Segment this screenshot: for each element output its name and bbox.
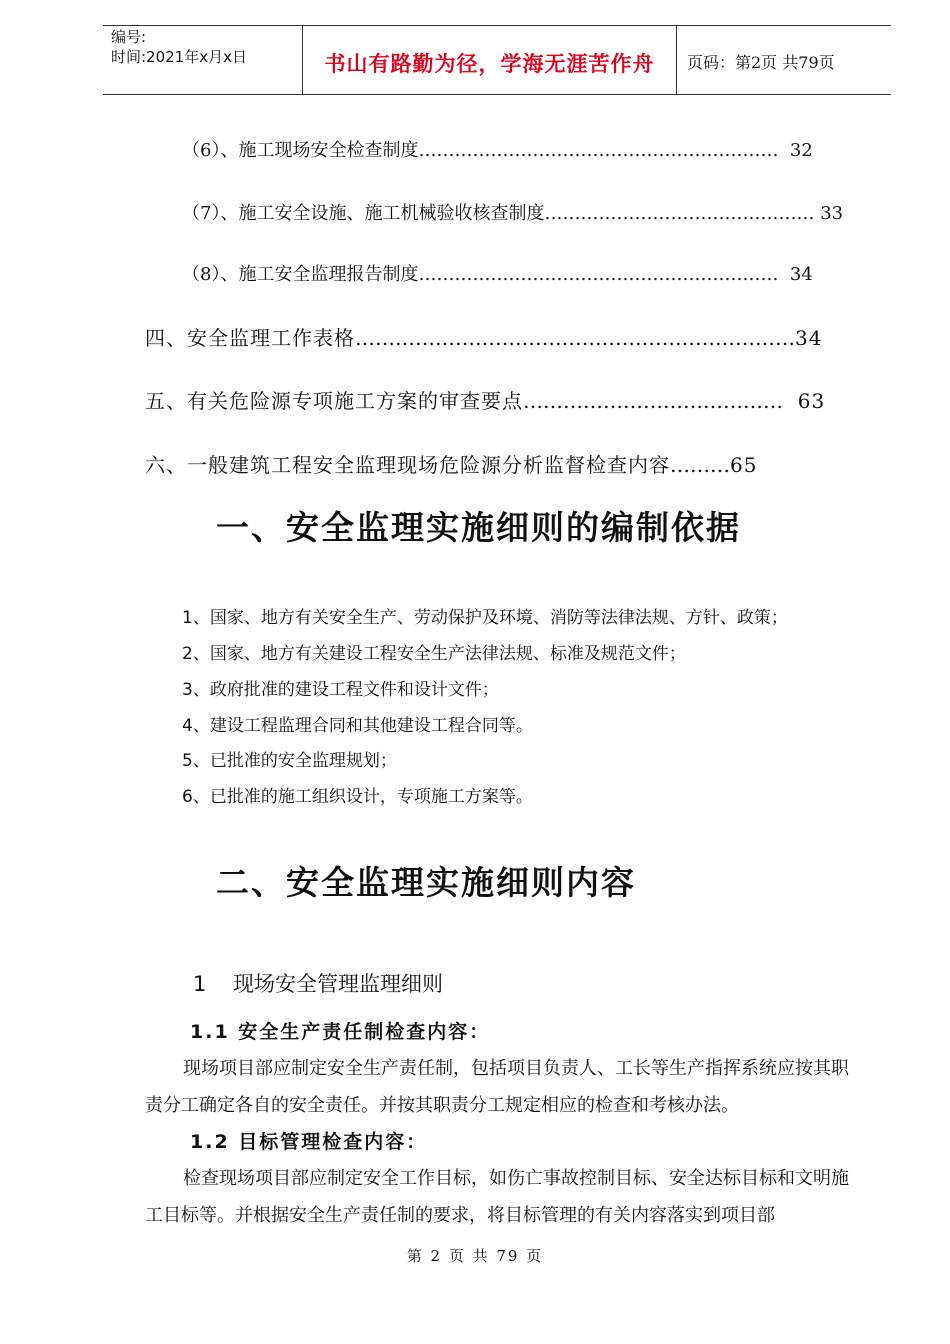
list-item: 2、国家、地方有关建设工程安全生产法律法规、标准及规范文件；: [182, 644, 686, 664]
list-item: 5、已批准的安全监理规划；: [182, 751, 397, 771]
list-item: 3、政府批准的建设工程文件和设计文件；: [182, 680, 499, 700]
toc-entry-title: 四、安全监理工作表格: [145, 326, 355, 350]
list-item: 1、国家、地方有关安全生产、劳动保护及环境、消防等法律法规、方针、政策；: [182, 608, 788, 628]
toc-entry: [145, 449, 757, 478]
section-heading: 二、安全监理实施细则内容: [216, 863, 636, 902]
toc-leader-dots: ……………………………………………………: [418, 140, 779, 161]
toc-entry-page: 65: [730, 453, 758, 477]
subsection-title: 1.1 安全生产责任制检查内容：: [190, 1021, 491, 1043]
toc-entry: [182, 260, 813, 286]
toc-entry-title: （8）、施工安全监理报告制度: [182, 264, 419, 285]
number-label: 编号:: [111, 28, 147, 46]
header-motto-cell: [303, 26, 677, 94]
time-label: 时间:2021年x月x日: [111, 48, 247, 66]
toc-entry-title: 五、有关危险源专项施工方案的审查要点: [145, 389, 523, 413]
toc-leader-dots: ………………………………………: [544, 203, 815, 224]
toc-entry-title: 六、一般建筑工程安全监理现场危险源分析监督检查内容: [145, 453, 670, 477]
toc-entry-page: 34: [789, 264, 813, 285]
toc-entry-title: （6）、施工现场安全检查制度: [182, 140, 419, 161]
section-heading: 一、安全监理实施细则的编制依据: [216, 508, 741, 547]
toc-entry-page: 32: [789, 140, 813, 161]
list-item: 4、建设工程监理合同和其他建设工程合同等。: [182, 716, 533, 736]
toc-entry: [182, 136, 813, 162]
toc-leader-dots: ………: [670, 453, 730, 477]
toc-entry: [145, 322, 822, 351]
subsection-title: 1.2 目标管理检查内容：: [190, 1131, 428, 1153]
toc-leader-dots: …………………………………: [523, 389, 783, 413]
toc-entry-page: 33: [820, 203, 844, 224]
page-info: 页码：第2页 共79页: [687, 53, 835, 72]
motto: 书山有路勤为径，学海无涯苦作舟: [324, 51, 655, 76]
header-info-cell: [103, 26, 303, 94]
page-header: [103, 25, 891, 95]
toc-entry: [182, 199, 843, 225]
toc-entry-page: 34: [795, 326, 823, 350]
toc-leader-dots: …………………………………………………………: [355, 326, 795, 350]
header-page-cell: [677, 26, 891, 94]
list-item: 6、已批准的施工组织设计，专项施工方案等。: [182, 787, 533, 807]
toc-entry-title: （7）、施工安全设施、施工机械验收核查制度: [182, 203, 545, 224]
toc-entry-page: 63: [797, 389, 826, 413]
toc-leader-dots: ……………………………………………………: [418, 264, 779, 285]
page-footer: 第 2 页 共 79 页: [406, 1247, 544, 1265]
paragraph: 检查现场项目部应制定安全工作目标，如伤亡事故控制目标、安全达标目标和文明施工目标等。并根据安全生产责任制的要求，将目标管理的有关内容落实到项目部: [145, 1168, 849, 1226]
subsection-heading: 1 现场安全管理监理细则: [193, 972, 444, 996]
paragraph: 现场项目部应制定安全生产责任制，包括项目负责人、工长等生产指挥系统应按其职责分工确定各自的安全责任。并按其职责分工规定相应的检查和考核办法。: [145, 1058, 849, 1116]
toc-entry: [145, 385, 825, 414]
